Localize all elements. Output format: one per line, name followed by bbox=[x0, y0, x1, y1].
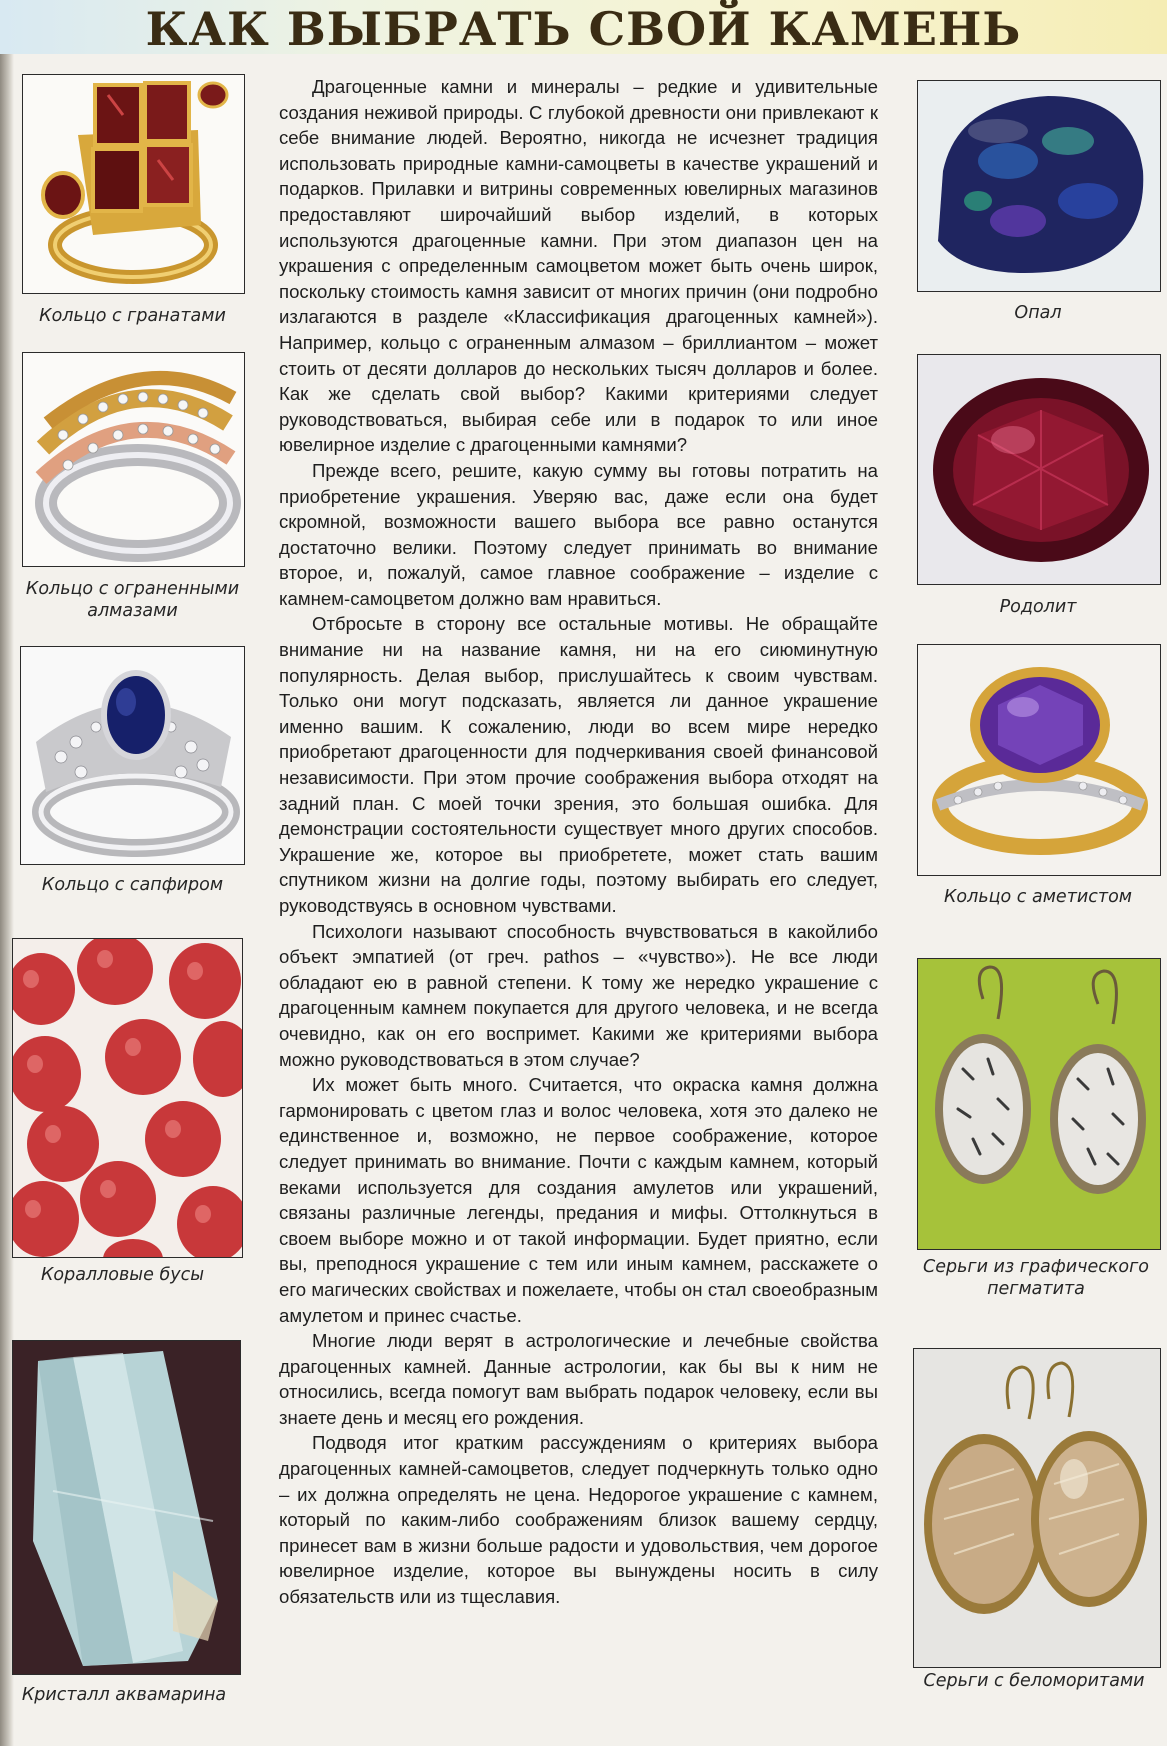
photo-garnet-ring bbox=[22, 74, 245, 294]
article-paragraph-1: Драгоценные камни и минералы – редкие и удивительные создания неживой природы. С глубокой древности они привлекают к себе внимание людей. Вероятно, никогда не исчезнет традиция использовать природные камни-самоцветы в качестве украшений и подарков. Прилавки и витрины современных ювелирных магазинов предоставляют широчайший выбор изделий, в которых используются драгоценные камни. При этом диапазон цен на украшения с определенным самоцветом может быть очень широк, поскольку стоимость камня зависит от многих причин (они подробно излагаются в разделе «Классификация драгоценных камней»). Например, кольцо с ограненным алмазом – бриллиантом – может стоить от десяти долларов до нескольких тысяч долларов и более. Как же сделать свой выбор? Какими критериями следует руководствоваться, выбирая себе или в подарок то или иное ювелирное изделие с драгоценными камнями? bbox=[279, 76, 878, 456]
caption-opal: Опал bbox=[1014, 303, 1062, 323]
caption-sapphire-ring: Кольцо с сапфиром bbox=[41, 875, 224, 895]
caption-coral-beads: Коралловые бусы bbox=[40, 1265, 205, 1285]
photo-aquamarine-crystal bbox=[12, 1340, 241, 1675]
page-title: КАК ВЫБРАТЬ СВОЙ КАМЕНЬ bbox=[145, 2, 1022, 56]
photo-sapphire-ring bbox=[20, 646, 245, 865]
caption-pegmatite-earrings-line1: Серьги из графического bbox=[922, 1257, 1150, 1277]
photo-opal bbox=[917, 80, 1161, 292]
photo-amethyst-ring bbox=[917, 644, 1161, 876]
caption-belomorite-earrings: Серьги с беломоритами bbox=[923, 1671, 1145, 1691]
caption-aquamarine-crystal: Кристалл аквамарина bbox=[21, 1685, 227, 1705]
caption-pegmatite-earrings-line2: пегматита bbox=[987, 1279, 1085, 1299]
photo-rhodolite bbox=[917, 354, 1161, 585]
article-paragraph-5: Их может быть много. Считается, что окраска камня должна гармонировать с цветом глаз и волос человека, хотя это далеко не единственное и, возможно, не первое соображение, которое следует принимать во внимание. Почти с каждым камнем, который веками используется для создания амулетов или украшений, связаны различные легенды, предания и мифы. Оттолкнуться в своем выборе можно и от такой информации. Будет приятно, если вы, преподнося украшение с тем или иным камнем, расскажете о его магических свойствах и пожелаете, чтобы он стал своеобразным амулетом и принес счастье. bbox=[279, 1074, 878, 1326]
caption-amethyst-ring: Кольцо с аметистом bbox=[944, 887, 1132, 907]
article-paragraph-7: Подводя итог кратким рассуждениям о критериях выбора драгоценных камней-самоцветов, следует подчеркнуть только одно – их должна определять не цена. Недорогое украшение с камнем, который по каким-либо соображениям близок вашему сердцу, принесет вам в жизни больше радости и удовольствия, чем дорогое ювелирное изделие, которое вы вынуждены носить в силу обязательств или из тщеславия. bbox=[279, 1432, 878, 1608]
caption-diamond-ring-line2: алмазами bbox=[87, 601, 178, 621]
caption-rhodolite: Родолит bbox=[999, 597, 1077, 617]
article-paragraph-3: Отбросьте в сторону все остальные мотивы. Не обращайте внимание ни на название камня, ни на его сиюминутную популярность. Делая выбор, прислушайтесь к своим чувствам. Только они могут подсказать, является ли данное украшение именно вашим. К сожалению, люди во всем мире нередко приобретают драгоценности для подчеркивания своей финансовой независимости. При этом прочие соображения выбора отходят на задний план. С моей точки зрения, это большая ошибка. Для демонстрации состоятельности существует много других способов. Украшение же, которое вы приобретете, может стать вашим спутником жизни на долгие годы, поэтому выбирать его следует, руководствуясь в основном чувствами. bbox=[279, 613, 878, 916]
caption-diamond-ring-line1: Кольцо с ограненными bbox=[25, 579, 240, 599]
article-paragraph-6: Многие люди верят в астрологические и лечебные свойства драгоценных камней. Данные астрологии, как бы вы к ним не относились, всегда помогут вам выбрать подарок человеку, если вы знаете день и месяц его рождения. bbox=[279, 1330, 878, 1428]
photo-diamond-ring bbox=[22, 352, 245, 567]
photo-coral-beads bbox=[12, 938, 243, 1258]
photo-pegmatite-earrings bbox=[917, 958, 1161, 1250]
caption-garnet-ring: Кольцо с гранатами bbox=[39, 306, 226, 326]
article-paragraph-2: Прежде всего, решите, какую сумму вы готовы потратить на приобретение украшения. Уверяю вас, даже если она будет скромной, возможности вашего выбора все равно останутся достаточно велики. Поэтому следует принимать во внимание второе, и, пожалуй, самое главное соображение – изделие с камнем-самоцветом должно вам нравиться. bbox=[279, 459, 878, 609]
article-paragraph-4: Психологи называют способность вчувствоваться в какойлибо объект эмпатией (от греч. pathos – «чувство»). Не все люди обладают ею в равной степени. К тому же нередко украшение с драгоценным камнем покупается для другого человека, и не всегда очевидно, как он его воспримет. Какими же критериями выбора можно руководствоваться в этом случае? bbox=[279, 920, 878, 1070]
article-text bbox=[279, 74, 878, 1610]
photo-belomorite-earrings bbox=[913, 1348, 1161, 1668]
